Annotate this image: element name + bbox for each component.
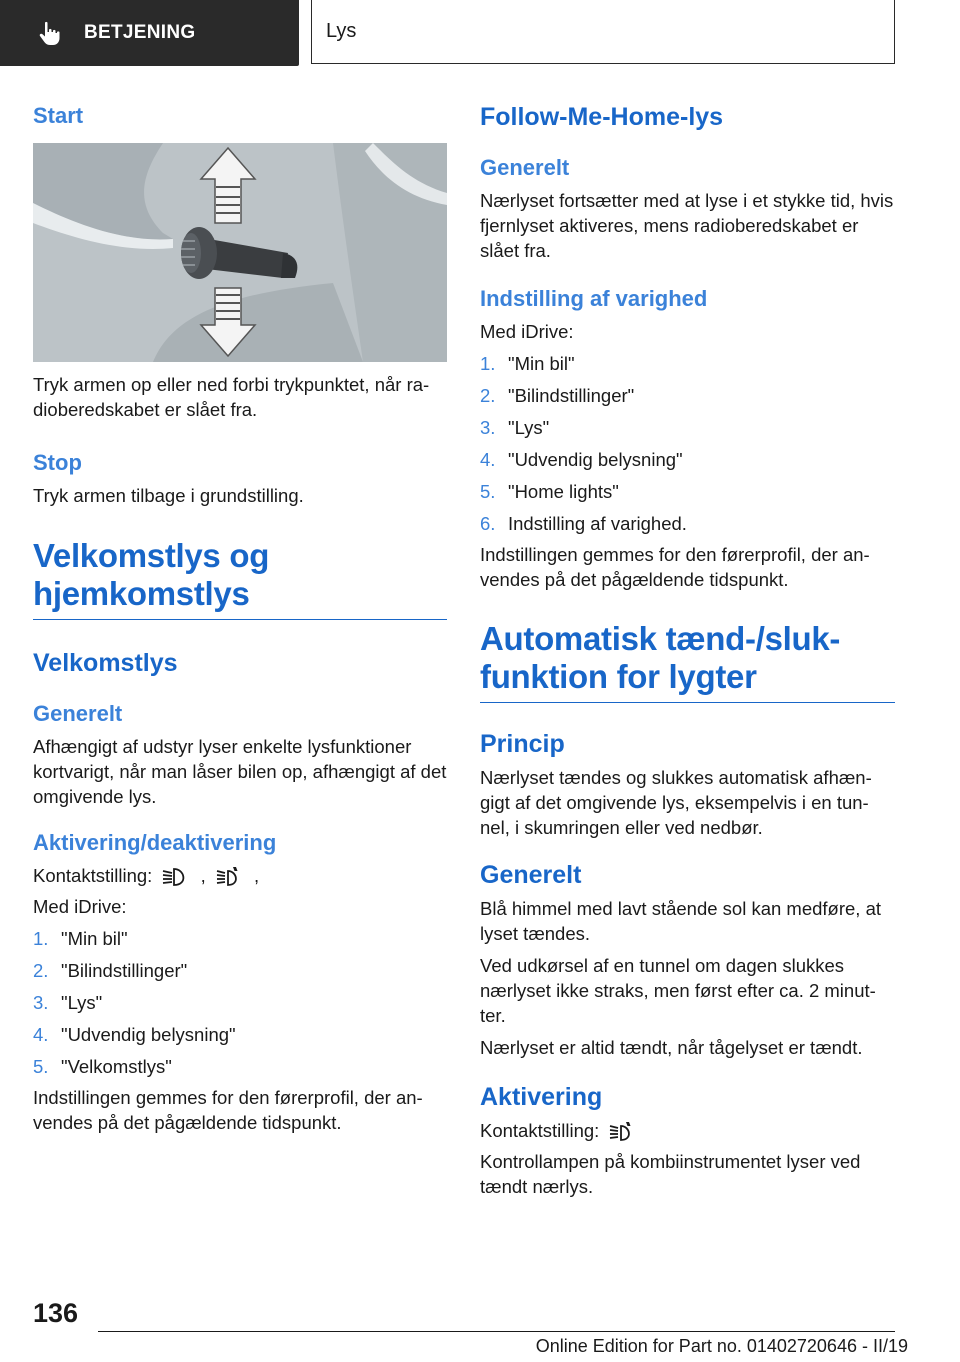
chapter-tab [311,0,895,64]
switch-position-label: Kontaktstilling: [480,1120,600,1141]
stop-heading: Stop [33,450,82,475]
principle-text: Nærlyset tændes og slukkes automatisk afhæn-gigt af det omgivende lys, eksempelvis i en tun-nel, i skumringen eller ved nedbør. [480,767,872,838]
switch-position-line [33,863,447,888]
activation-heading: Aktivering/deaktivering [33,830,277,855]
separator-1: , [200,865,206,886]
welcome-steps-list [33,926,447,1079]
duration-heading: Indstilling af varighed [480,286,708,311]
list-item: 4. "Udvendig belysning" [480,449,683,470]
edition-text: Online Edition for Part no. 01402720646 - II/19 [535,1336,908,1356]
generelt2-para-1: Blå himmel med lavt stående sol kan medføre, at lyset tændes. [480,898,882,944]
save-note: Indstillingen gemmes for den førerprofil, der an-vendes på det pågældende tidspunkt. [33,1087,423,1134]
list-item: 1. "Min bil" [33,928,128,950]
list-item: 5. "Velkomstlys" [33,1056,172,1078]
generelt2-para-3: Nærlyset er altid tændt, når tågelyset er tændt. [480,1037,863,1058]
stalk-illustration [33,143,447,362]
page-number: 136 [33,1298,79,1328]
left-column [33,100,447,1135]
idrive-label: Med iDrive: [33,896,127,918]
duration-steps-list [480,351,895,536]
footer-rule [98,1331,895,1332]
list-item: 4. "Udvendig belysning" [33,1024,236,1046]
generelt2-para-2: Ved udkørsel af en tunnel om dagen slukkes nærlyset ikke straks, men først efter ca. 2 minut-ter. [480,955,876,1026]
list-item: 3. "Lys" [480,417,550,438]
indicator-text: Kontrollampen på kombiinstrumentet lyser ved tændt nærlys. [480,1151,861,1198]
main-heading-auto: Automatisk tænd-/sluk-funktion for lygter [480,620,895,703]
generelt-text: Afhængigt af udstyr lyser enkelte lysfunktioner kortvarigt, når man låser bilen op, afhængigt af det omgivende lys. [33,736,447,807]
separator-2: , [254,865,260,886]
principle-heading: Princip [480,730,565,758]
low-beam-icon [161,866,191,888]
generelt2-heading: Generelt [480,861,582,889]
stop-text: Tryk armen tilbage i grundstilling. [33,485,304,506]
follow-me-home-heading: Follow-Me-Home-lys [480,103,724,131]
list-item: 6. Indstilling af varighed. [480,513,687,534]
right-column [480,100,895,1199]
save-note: Indstillingen gemmes for den førerprofil, der an-vendes på det pågældende tidspunkt. [480,544,870,590]
chapter-label: Lys [326,20,357,42]
list-item: 2. "Bilindstillinger" [480,385,635,406]
auto-light-icon [608,1121,638,1143]
start-text: Tryk armen op eller ned forbi trykpunktet, når ra-dioberedskabet er slået fra. [33,374,430,420]
generelt-text: Nærlyset fortsætter med at lyse i et stykke tid, hvis fjernlyset aktiveres, mens radioberedskabet er slået fra. [480,190,894,261]
generelt-heading: Generelt [33,701,123,726]
welcome-light-heading: Velkomstlys [33,649,178,677]
list-item: 1. "Min bil" [480,353,575,374]
list-item: 2. "Bilindstillinger" [33,960,188,982]
auto-light-icon [215,866,245,888]
activation-heading: Aktivering [480,1083,603,1111]
section-tab [0,0,299,66]
idrive-label: Med iDrive: [480,321,574,342]
section-label: BETJENING [84,22,196,43]
generelt-heading: Generelt [480,155,570,180]
list-item: 5. "Home lights" [480,481,619,502]
start-heading: Start [33,103,84,128]
switch-position-line [480,1118,895,1143]
switch-position-label: Kontaktstilling: [33,865,153,886]
list-item: 3. "Lys" [33,992,103,1014]
hand-icon [36,19,64,47]
stalk-drawing [33,143,447,362]
main-heading-welcome: Velkomstlys og hjemkomstlys [33,537,447,620]
